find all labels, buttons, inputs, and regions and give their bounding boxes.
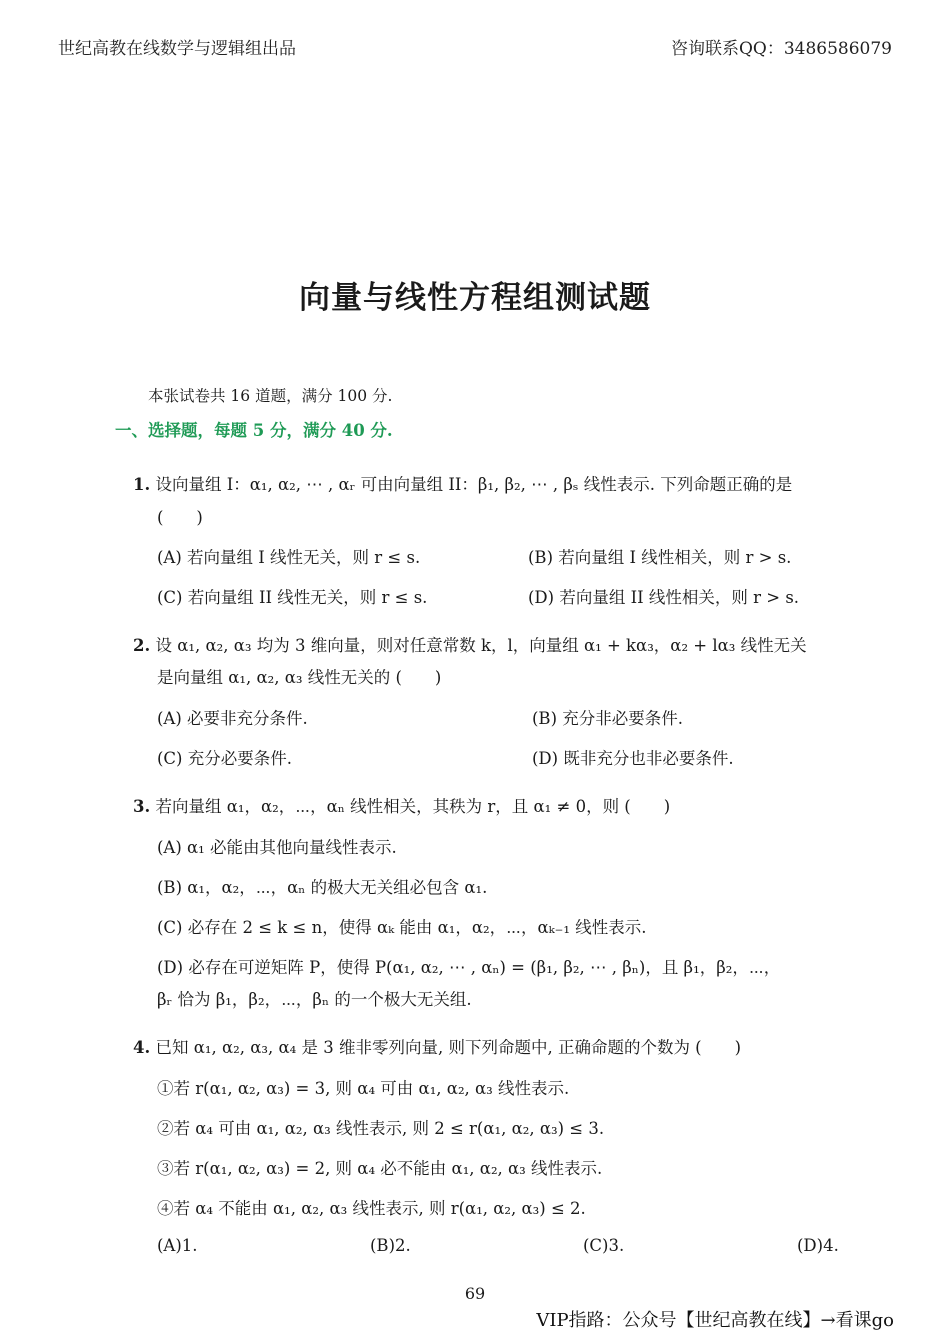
question-2-number: 2. bbox=[133, 636, 151, 655]
question-1-stem-line2: ( ) bbox=[157, 508, 203, 527]
question-3-option-d-cont: βᵣ 恰为 β₁，β₂，⋯，βₙ 的一个极大无关组. bbox=[157, 990, 472, 1009]
question-1-option-a: (A) 若向量组 I 线性无关，则 r ≤ s. bbox=[157, 548, 421, 567]
question-1-option-b: (B) 若向量组 I 线性相关，则 r > s. bbox=[528, 548, 792, 567]
question-2-option-a: (A) 必要非充分条件. bbox=[157, 709, 308, 728]
question-4-statement-1: ①若 r(α₁, α₂, α₃) = 3, 则 α₄ 可由 α₁, α₂, α₃ 线性表示. bbox=[157, 1079, 570, 1098]
page-number: 69 bbox=[464, 1284, 486, 1303]
page-title: 向量与线性方程组测试题 bbox=[299, 280, 651, 316]
section-heading: 一、选择题，每题 5 分，满分 40 分. bbox=[115, 421, 393, 440]
question-4-option-c: (C)3. bbox=[583, 1236, 625, 1255]
question-4-option-a: (A)1. bbox=[157, 1236, 198, 1255]
question-2-stem-line2: 是向量组 α₁, α₂, α₃ 线性无关的 ( ) bbox=[157, 668, 442, 687]
question-4-statement-4: ④若 α₄ 不能由 α₁, α₂, α₃ 线性表示, 则 r(α₁, α₂, α₃) ≤ 2. bbox=[157, 1199, 586, 1218]
question-4-statement-3: ③若 r(α₁, α₂, α₃) = 2, 则 α₄ 必不能由 α₁, α₂, α₃ 线性表示. bbox=[157, 1159, 603, 1178]
question-4-text: 已知 α₁, α₂, α₃, α₄ 是 3 维非零列向量, 则下列命题中, 正确命题的个数为 ( ) bbox=[155, 1038, 742, 1057]
question-4-option-d: (D)4. bbox=[797, 1236, 839, 1255]
question-4-option-b: (B)2. bbox=[370, 1236, 411, 1255]
question-2-stem-line1 bbox=[133, 632, 807, 656]
question-1-option-c: (C) 若向量组 II 线性无关，则 r ≤ s. bbox=[157, 588, 428, 607]
question-3-text: 若向量组 α₁，α₂，⋯，αₙ 线性相关，其秩为 r，且 α₁ ≠ 0，则 ( ) bbox=[155, 797, 671, 816]
header-right: 咨询联系QQ：3486586079 bbox=[670, 39, 892, 59]
question-3-option-a: (A) α₁ 必能由其他向量线性表示. bbox=[157, 838, 397, 857]
question-2-option-d: (D) 既非充分也非必要条件. bbox=[532, 749, 734, 768]
question-3-stem-line1 bbox=[133, 793, 670, 817]
footer-vip-note: VIP指路：公众号【世纪高教在线】→看课go bbox=[536, 1310, 894, 1331]
exam-intro: 本张试卷共 16 道题，满分 100 分. bbox=[148, 387, 393, 405]
question-2-option-b: (B) 充分非必要条件. bbox=[532, 709, 683, 728]
question-3-number: 3. bbox=[133, 797, 151, 816]
question-3-option-d: (D) 必存在可逆矩阵 P，使得 P(α₁, α₂, ⋯ , αₙ) = (β₁, β₂, ⋯ , βₙ)，且 β₁，β₂，⋯， bbox=[157, 958, 781, 977]
question-3-option-b: (B) α₁，α₂，⋯，αₙ 的极大无关组必包含 α₁. bbox=[157, 878, 488, 897]
question-1-option-d: (D) 若向量组 II 线性相关，则 r > s. bbox=[528, 588, 800, 607]
question-1-number: 1. bbox=[133, 475, 151, 494]
question-4-statement-2: ②若 α₄ 可由 α₁, α₂, α₃ 线性表示, 则 2 ≤ r(α₁, α₂, α₃) ≤ 3. bbox=[157, 1119, 605, 1138]
question-1-stem-line1 bbox=[133, 471, 792, 495]
header-left: 世纪高教在线数学与逻辑组出品 bbox=[58, 39, 296, 59]
question-4-stem-line1 bbox=[133, 1034, 741, 1058]
question-1-text: 设向量组 I：α₁, α₂, ⋯ , αᵣ 可由向量组 II：β₁, β₂, ⋯ , βₛ 线性表示. 下列命题正确的是 bbox=[155, 475, 793, 494]
question-3-option-c: (C) 必存在 2 ≤ k ≤ n，使得 αₖ 能由 α₁，α₂，⋯，αₖ₋₁ 线性表示. bbox=[157, 918, 647, 937]
question-2-text: 设 α₁, α₂, α₃ 均为 3 维向量，则对任意常数 k，l，向量组 α₁ + kα₃，α₂ + lα₃ 线性无关 bbox=[155, 636, 807, 655]
question-2-option-c: (C) 充分必要条件. bbox=[157, 749, 292, 768]
question-4-number: 4. bbox=[133, 1038, 151, 1057]
